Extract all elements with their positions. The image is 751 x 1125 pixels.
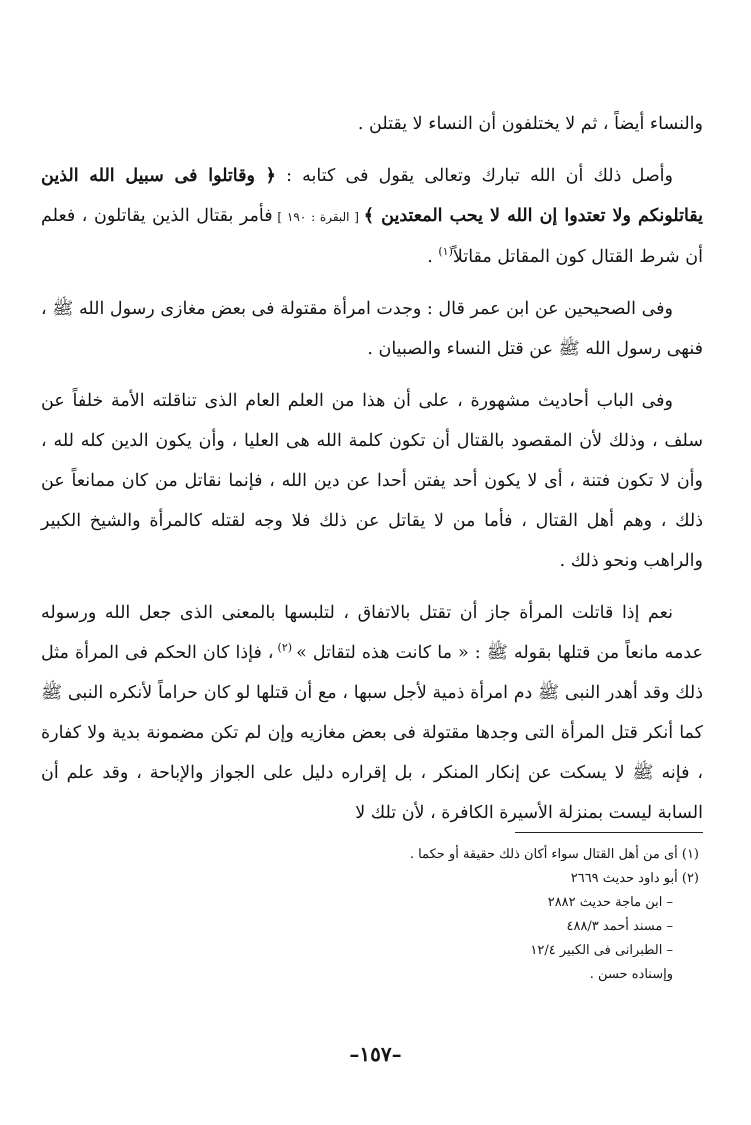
page-number: –١٥٧– xyxy=(349,1042,402,1066)
surah-reference: [ البقرة : ١٩٠ ] xyxy=(272,210,364,224)
paragraph-5 xyxy=(41,593,703,833)
paragraph-5-start: نعم إذا قاتلت المرأة جاز أن تقتل بالاتفاق ، لتلبسها بالمعنى الذى جعل الله ورسوله عدمه مانعاً من قتلها بقوله ﷺ : « ما كانت هذه لتقاتل » xyxy=(41,603,703,663)
paragraph-5-rest: ، فإذا كان الحكم فى المرأة مثل ذلك وقد أهدر النبى ﷺ دم امرأة ذمية لأجل سبها ، مع أن قتلها لو كان حراماً لأنكره النبى ﷺ كما أنكر قتل المرأة التى وجدها مقتولة فى بعض مغازيه وإن لم تكن مضمونة بدية ولا كفارة ، فإنه ﷺ لا يسكت عن إنكار المنكر ، بل إقراره دليل على الجواز والإباحة ، وقد علم أن السابة ليست بمنزلة الأسيرة الكافرة ، لأن تلك لا xyxy=(41,643,703,823)
footnote-2-tabarani: – الطبرانى فى الكبير ١٢/٤ xyxy=(530,943,673,958)
paragraph-3: وفى الصحيحين عن ابن عمر قال : وجدت امرأة مقتولة فى بعض مغازى رسول الله ﷺ ، فنهى رسول الله ﷺ عن قتل النساء والصبيان . xyxy=(41,299,703,359)
footnote-2-ahmad: – مسند أحمد ٤٨٨/٣ xyxy=(566,919,673,934)
footnote-marker-2: (٢) xyxy=(273,641,297,655)
footnotes xyxy=(59,843,699,987)
footnote-separator xyxy=(515,832,703,833)
paragraph-2-end: . xyxy=(427,247,439,267)
paragraph-4: وفى الباب أحاديث مشهورة ، على أن هذا من العلم العام الذى تناقلته الأمة خلفاً عن سلف ، وذلك لأن المقصود بالقتال أن تكون كلمة الله هى العليا ، وأن يكون الدين كله لله ، وأن لا تكون فتنة ، أى لا يكون أحد يفتن أحدا عن دين الله ، فإنما نقاتل من كان ممانعاً عن ذلك ، وهم أهل القتال ، فأما من لا يقاتل عن ذلك فلا وجه لقتله كالمرأة والشيخ الكبير والراهب ونحو ذلك . xyxy=(41,391,703,571)
quran-verse: ﴿ وقاتلوا فى سبيل الله الذين يقاتلونكم ولا تعتدوا إن الله لا يحب المعتدين ﴾ xyxy=(41,166,703,226)
paragraph-2-conclusion: فأمر بقتال الذين يقاتلون ، فعلم أن شرط القتال كون المقاتل مقاتلاً xyxy=(41,206,703,267)
paragraph-1: والنساء أيضاً ، ثم لا يختلفون أن النساء لا يقتلن . xyxy=(357,114,703,134)
paragraph-2 xyxy=(41,156,703,277)
footnote-2: (٢) أبو داود حديث ٢٦٦٩ xyxy=(570,871,699,886)
main-text xyxy=(41,104,703,845)
footnote-2-isnad: وإسناده حسن . xyxy=(589,967,673,982)
footnote-2-ibn-majah: – ابن ماجة حديث ٢٨٨٢ xyxy=(547,895,673,910)
footnote-marker-1: (١) xyxy=(438,245,453,259)
paragraph-2-intro: وأصل ذلك أن الله تبارك وتعالى يقول فى كتابه : xyxy=(275,166,673,186)
footnote-1: (١) أى من أهل القتال سواء أكان ذلك حقيقة أو حكما . xyxy=(409,847,699,862)
